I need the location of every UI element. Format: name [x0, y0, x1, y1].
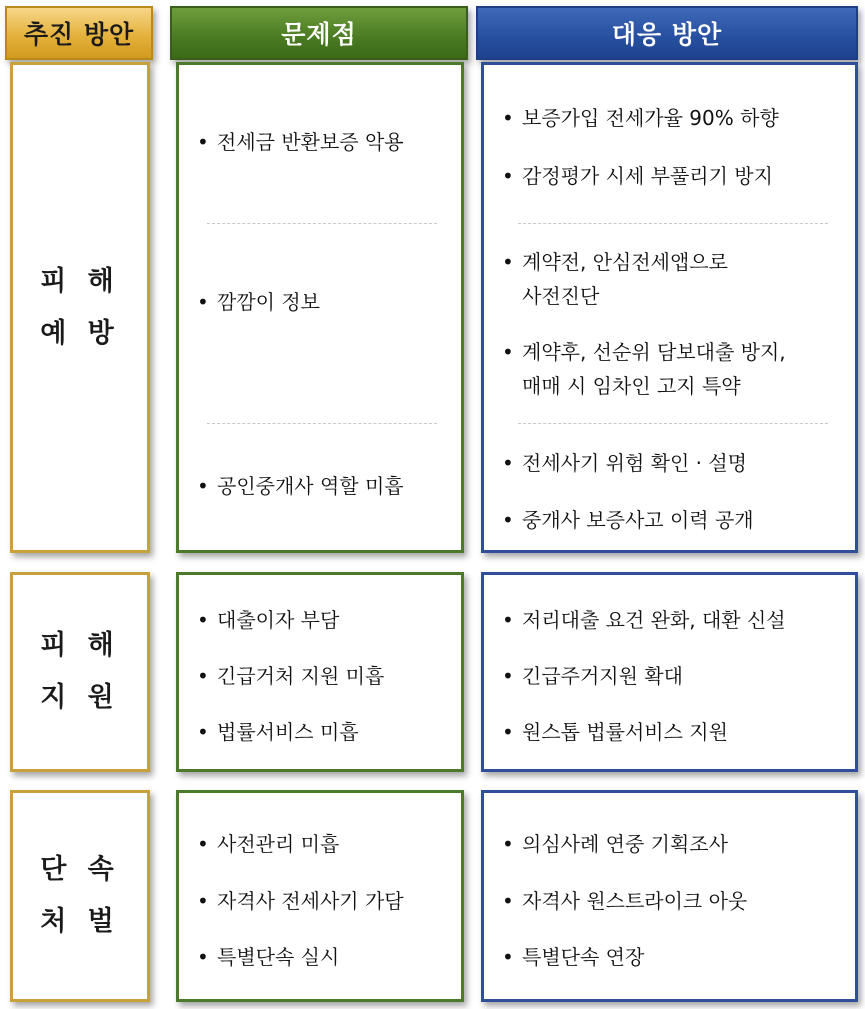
category-line: 처 벌: [40, 906, 120, 937]
problem-item: • 자격사 전세사기 가담: [217, 884, 404, 918]
responses-box-support: [481, 572, 858, 772]
problem-item: • 공인중개사 역할 미흡: [217, 469, 404, 503]
response-item-continuation: 사전진단: [522, 284, 600, 308]
problem-item: • 전세금 반환보증 악용: [217, 125, 404, 159]
response-item: • 저리대출 요건 완화, 대환 신설: [522, 603, 786, 637]
category-line: 지 원: [40, 682, 120, 713]
response-item: • 보증가입 전세가율 90% 하향: [522, 101, 779, 135]
header-promotion-plan: 추진 방안: [5, 6, 153, 60]
category-line: 피 해: [40, 265, 120, 297]
category-line: 예 방: [40, 317, 120, 349]
category-crackdown-punishment: [10, 790, 150, 1002]
divider: [207, 423, 437, 424]
problem-item: • 대출이자 부담: [217, 603, 339, 637]
problems-box-support: [176, 572, 464, 772]
response-item: • 특별단속 연장: [522, 940, 644, 974]
header-problems: 문제점: [170, 6, 468, 60]
response-item: • 계약후, 선순위 담보대출 방지,: [522, 335, 786, 369]
response-item: • 계약전, 안심전세앱으로: [522, 245, 728, 279]
category-line: 단 속: [40, 854, 120, 885]
responses-box-crackdown: [481, 790, 858, 1002]
problems-box-prevention: [176, 62, 464, 553]
divider: [518, 223, 828, 224]
response-item: • 중개사 보증사고 이력 공개: [522, 503, 754, 537]
response-item: • 긴급주거지원 확대: [522, 659, 683, 693]
divider: [518, 423, 828, 424]
response-item: • 전세사기 위험 확인 · 설명: [522, 446, 747, 480]
divider: [207, 223, 437, 224]
responses-box-prevention: [481, 62, 858, 553]
response-item: • 의심사례 연중 기획조사: [522, 827, 728, 861]
problem-item: • 긴급거처 지원 미흡: [217, 659, 384, 693]
problem-item: • 특별단속 실시: [217, 940, 339, 974]
problem-item: • 사전관리 미흡: [217, 827, 339, 861]
response-item: • 감정평가 시세 부풀리기 방지: [522, 159, 773, 193]
problem-item: • 깜깜이 정보: [217, 285, 320, 319]
response-item: • 자격사 원스트라이크 아웃: [522, 884, 747, 918]
problems-box-crackdown: [176, 790, 464, 1002]
header-responses: 대응 방안: [476, 6, 858, 60]
response-item: • 원스톱 법률서비스 지원: [522, 715, 728, 749]
category-line: 피 해: [40, 630, 120, 661]
category-damage-prevention: [10, 62, 150, 553]
response-item-continuation: 매매 시 임차인 고지 특약: [522, 374, 741, 398]
problem-item: • 법률서비스 미흡: [217, 715, 359, 749]
category-damage-support: [10, 572, 150, 772]
